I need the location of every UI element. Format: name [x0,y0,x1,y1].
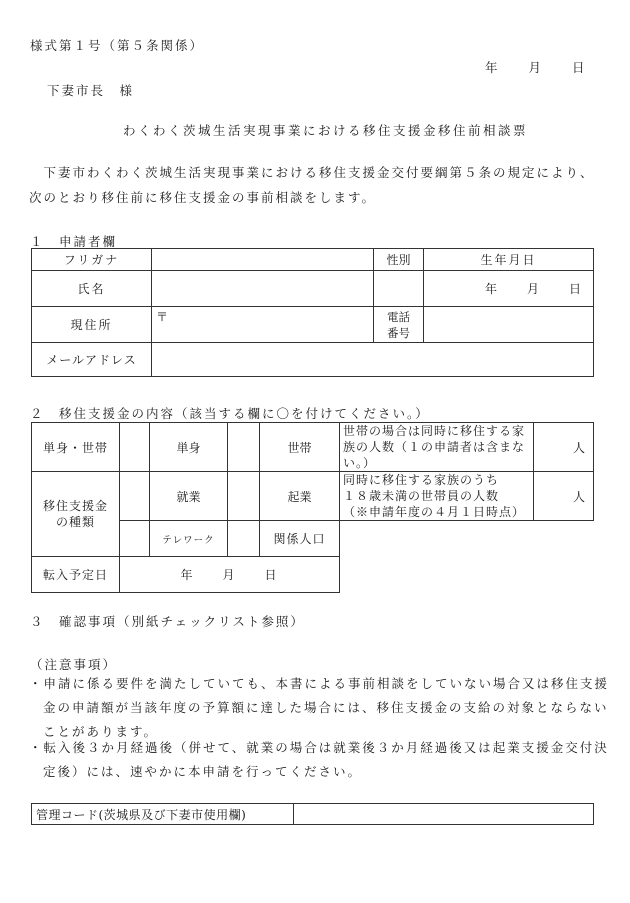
household-mark-cell[interactable] [228,423,260,472]
subsidy-table [31,422,594,593]
subsidy-type-label-line1: 移住支援金 [42,499,108,513]
move-date-label: 転入予定日 [32,557,120,593]
management-code-field[interactable] [294,804,594,825]
notes-heading: （注意事項） [30,657,118,672]
employment-label: 就業 [150,472,228,521]
minor-count-field[interactable] [534,472,594,521]
addressee: 下妻市長 様 [47,83,135,98]
applicant-table [31,248,594,377]
name-label: 氏名 [32,271,152,307]
gender-label: 性別 [374,249,424,271]
phone-label [374,307,424,343]
note-item-2: ・転入後３か月経過後（併せて、就業の場合は就業後３か月経過後又は起業支援金交付決定後）には、速やかに本申請を行ってください。 [29,740,609,779]
subsidy-type-label-line2: の種類 [55,515,95,529]
furigana-field[interactable] [152,249,374,271]
blank-area-2 [340,557,594,593]
family-count-note: 世帯の場合は同時に移住する家族の人数（１の申請者は含まない。） [340,423,534,472]
name-field[interactable] [152,271,374,307]
startup-label: 起業 [260,472,340,521]
related-population-label: 関係人口 [260,521,340,557]
single-label: 単身 [150,423,228,472]
minor-count-note [340,472,534,521]
person-unit-1: 人 [572,440,585,455]
form-number: 様式第１号（第５条関係） [30,38,205,53]
subsidy-type-label [32,472,120,557]
startup-mark-cell[interactable] [228,472,260,521]
address-field[interactable] [152,307,374,343]
date-line: 年 月 日 [485,60,587,75]
postal-mark: 〒 [156,310,169,324]
move-date-field[interactable]: 年 月 日 [120,557,340,593]
document-title: わくわく茨城生活実現事業における移住支援金移住前相談票 [123,123,529,138]
intro-paragraph: 下妻市わくわく茨城生活実現事業における移住支援金交付要綱第５条の規定により、次のとおり移住前に移住支援金の事前相談をします。 [29,165,595,205]
birthdate-field[interactable]: 年 月 日 [424,271,594,307]
management-table [31,803,594,825]
minor-count-line3: （※申請年度の４月１日時点） [343,505,526,519]
email-label: メールアドレス [32,343,152,377]
telework-mark-cell[interactable] [120,521,150,557]
blank-area [340,521,594,557]
phone-label-line1: 電話 [387,309,410,324]
birthdate-label: 生年月日 [424,249,594,271]
minor-count-line2: １８歳未満の世帯員の人数 [343,489,500,503]
note-item-1: ・申請に係る要件を満たしていても、本書による事前相談をしていない場合又は移住支援金の申請額が当該年度の予算額に達した場合には、移住支援金の支給の対象とならないことがあります。 [29,676,610,739]
single-household-label: 単身・世帯 [32,423,120,472]
telework-label: テレワーク [150,521,228,557]
section3-heading: ３ 確認事項（別紙チェックリスト参照） [30,614,305,629]
gender-field[interactable] [374,271,424,307]
furigana-label: フリガナ [32,249,152,271]
related-population-mark-cell[interactable] [228,521,260,557]
person-unit-2: 人 [572,490,585,504]
management-code-label: 管理コード(茨城県及び下妻市使用欄) [32,804,294,825]
minor-count-line1: 同時に移住する家族のうち [343,473,500,487]
section1-heading: １ 申請者欄 [30,234,118,249]
phone-field[interactable] [424,307,594,343]
employment-mark-cell[interactable] [120,472,150,521]
household-label: 世帯 [260,423,340,472]
section2-heading: ２ 移住支援金の内容（該当する欄に〇を付けてください。） [30,406,430,421]
phone-label-line2: 番号 [387,325,410,340]
family-count-field[interactable] [534,423,594,472]
single-mark-cell[interactable] [120,423,150,472]
email-field[interactable] [152,343,594,377]
address-label: 現住所 [32,307,152,343]
